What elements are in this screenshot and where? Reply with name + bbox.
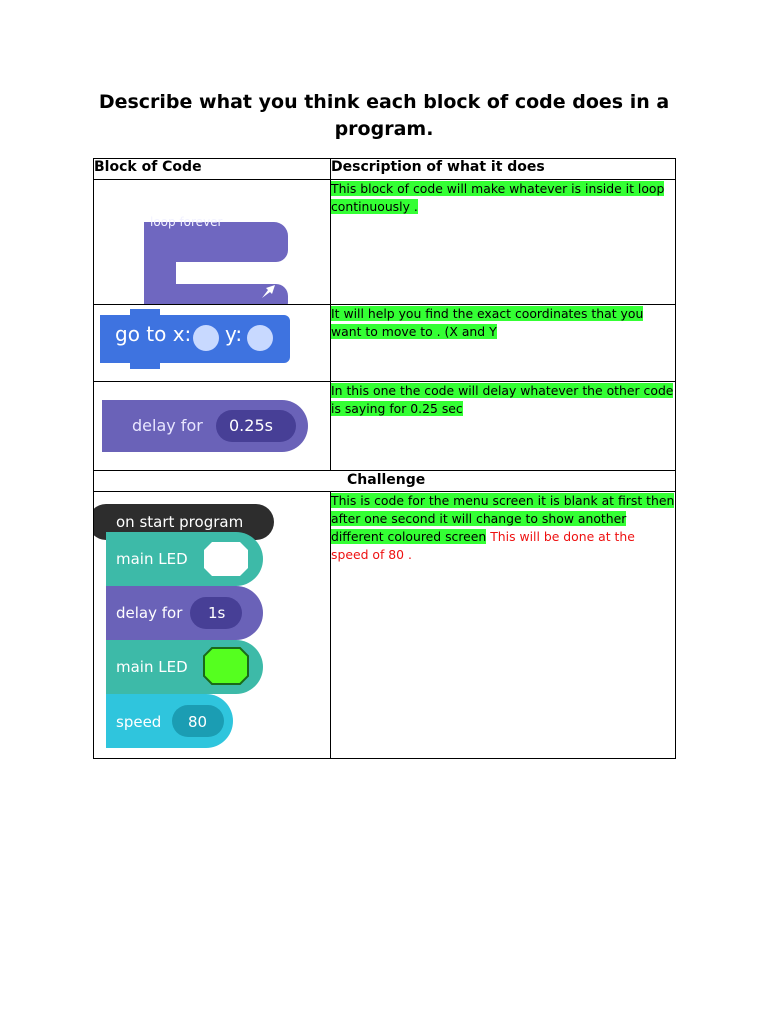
description-text: In this one the code will delay whatever the other code is saying for 0.25 sec [331, 383, 674, 416]
delay-shape [94, 382, 330, 470]
challenge-description-text: This is code for the menu screen it is blank at first then after one second it will change to show another different coloured screen [331, 493, 675, 544]
page-title: Describe what you think each block of code does in a program. [98, 91, 670, 140]
loop-forever-shape [94, 180, 330, 304]
loop-forever-block [94, 180, 330, 304]
delay-value: 0.25s [229, 416, 273, 435]
description-cell [331, 305, 676, 382]
delay-1s-value: 1s [208, 604, 226, 622]
description-cell [331, 180, 676, 305]
speed-label: speed [116, 713, 162, 731]
challenge-blocks [94, 492, 330, 758]
block-cell [94, 305, 331, 382]
description-text: It will help you find the exact coordinates that you want to move to . (X and Y [331, 306, 644, 339]
header-row [94, 159, 676, 180]
description-text: This block of code will make whatever is inside it loop continuously . [331, 181, 665, 214]
main-led-2-label: main LED [116, 658, 188, 676]
challenge-header-cell [94, 471, 676, 492]
header-block-of-code: Block of Code [94, 159, 331, 180]
table-row [94, 382, 676, 471]
go-to-block [94, 305, 330, 381]
challenge-description-cell [331, 492, 676, 759]
worksheet-table [93, 158, 676, 759]
description-cell [331, 382, 676, 471]
go-to-x-label: go to x: [115, 322, 192, 346]
table-row [94, 180, 676, 305]
header-description: Description of what it does [331, 159, 676, 180]
delay-label: delay for [132, 416, 203, 435]
challenge-header-row [94, 471, 676, 492]
speed-value: 80 [188, 713, 208, 731]
start-block-label: on start program [116, 513, 244, 531]
go-to-y-label: y: [225, 322, 243, 346]
challenge-heading: Challenge [347, 472, 426, 488]
challenge-description-red: This will be done at the speed of 80 . [331, 529, 635, 562]
delay-1s-label: delay for [116, 604, 183, 622]
block-cell [94, 180, 331, 305]
main-led-1-label: main LED [116, 550, 188, 568]
block-cell [94, 382, 331, 471]
table-row [94, 305, 676, 382]
loop-forever-label: loop forever [150, 215, 223, 229]
challenge-blocks-cell [94, 492, 331, 759]
delay-block [94, 382, 330, 470]
challenge-row [94, 492, 676, 759]
